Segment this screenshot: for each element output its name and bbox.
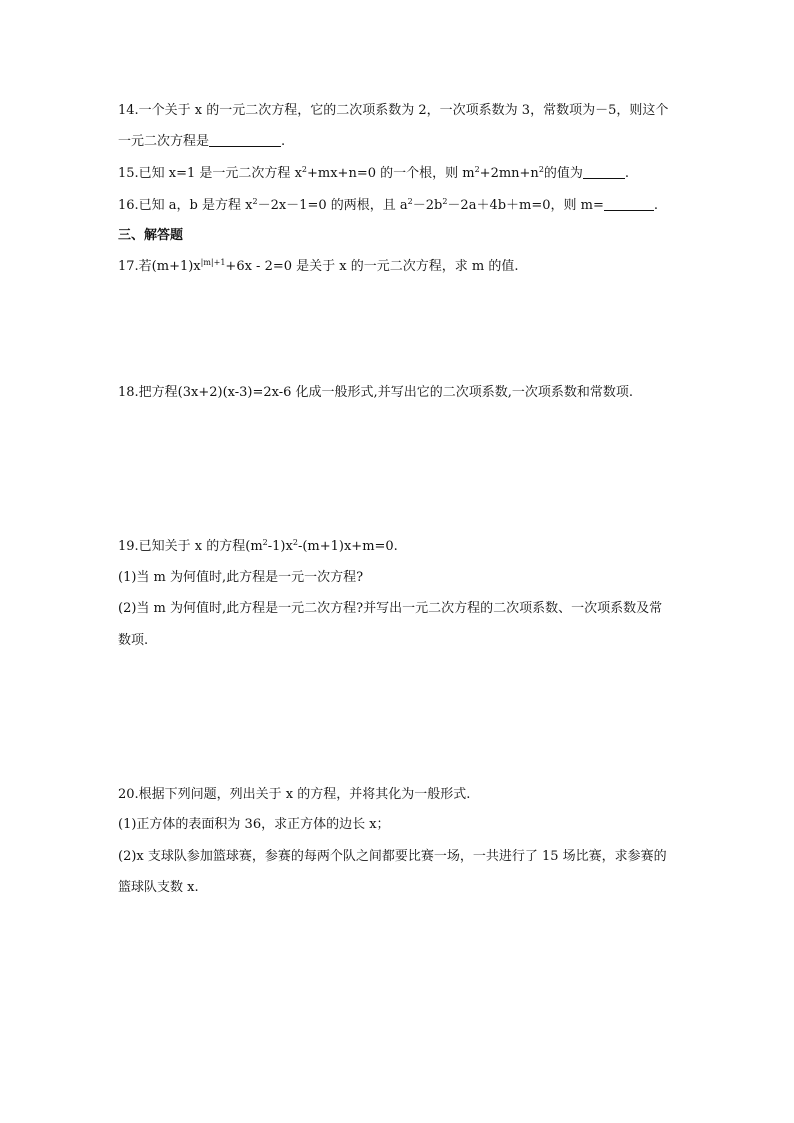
question-14-period: . bbox=[281, 134, 286, 149]
question-17-exponent: |m|+1 bbox=[200, 258, 226, 267]
question-16 bbox=[118, 196, 698, 216]
question-15-sup-1: 2 bbox=[301, 165, 307, 174]
question-19-part-1: (1)当 m 为何值时,此方程是一元一次方程? bbox=[118, 570, 364, 585]
question-17-text-1: 17.若(m+1)x bbox=[118, 259, 201, 274]
section-heading-answer-questions: 三、解答题 bbox=[118, 228, 184, 243]
question-19-part-2-line-2: 数项. bbox=[118, 633, 149, 648]
question-14-line-2 bbox=[118, 132, 698, 152]
question-16-text-1: 16.已知 a，b 是方程 x bbox=[118, 198, 253, 213]
question-14-text: 一元二次方程是 bbox=[118, 134, 210, 149]
question-16-text-3: －2b bbox=[412, 198, 443, 213]
question-16-sup-2: 2 bbox=[407, 197, 413, 206]
question-15-text-1: 15.已知 x=1 是一元二次方程 x bbox=[118, 166, 302, 181]
question-17-text-2: +6x - 2=0 是关于 x 的一元二次方程，求 m 的值. bbox=[225, 259, 519, 274]
question-20-stem: 20.根据下列问题，列出关于 x 的方程，并将其化为一般形式. bbox=[118, 787, 471, 802]
question-16-text-4: －2a＋4b＋m=0，则 m= bbox=[447, 198, 604, 213]
question-15-text-2: +mx+n=0 的一个根，则 m bbox=[307, 166, 475, 181]
question-18: 18.把方程(3x+2)(x-3)=2x-6 化成一般形式,并写出它的二次项系数,一次项系数和常数项. bbox=[118, 385, 633, 400]
question-19-sup-2: 2 bbox=[292, 538, 298, 547]
question-20-part-2-line-1: (2)x 支球队参加篮球赛，参赛的每两个队之间都要比赛一场，一共进行了 15 场比赛，求参赛的 bbox=[118, 849, 667, 864]
question-19-part-2-line-1: (2)当 m 为何值时,此方程是一元二次方程?并写出一元二次方程的二次项系数、一次项系数及常 bbox=[118, 601, 663, 616]
answer-blank-16 bbox=[604, 197, 654, 211]
question-15-text-3: +2mn+n bbox=[479, 166, 539, 181]
question-15-sup-3: 2 bbox=[538, 165, 544, 174]
question-15-period: . bbox=[624, 166, 630, 181]
question-15-text-4: 的值为 bbox=[543, 166, 583, 181]
question-14-line-1: 14.一个关于 x 的一元二次方程，它的二次项系数为 2，一次项系数为 3，常数项为－5，则这个 bbox=[118, 103, 669, 118]
question-19-text-3: -(m+1)x+m=0. bbox=[297, 539, 398, 554]
question-15-sup-2: 2 bbox=[474, 165, 480, 174]
answer-blank-14 bbox=[209, 133, 281, 147]
question-16-sup-1: 2 bbox=[252, 197, 258, 206]
question-20-part-2-line-2: 篮球队支数 x. bbox=[118, 880, 199, 895]
question-19-text-2: -1)x bbox=[267, 539, 293, 554]
answer-blank-15 bbox=[583, 165, 625, 179]
question-17 bbox=[118, 257, 698, 277]
question-15 bbox=[118, 164, 698, 184]
question-16-period: . bbox=[653, 198, 659, 213]
question-16-sup-3: 2 bbox=[442, 197, 448, 206]
question-19-stem bbox=[118, 537, 698, 557]
question-19-text-1: 19.已知关于 x 的方程(m bbox=[118, 539, 263, 554]
question-16-text-2: －2x－1=0 的两根，且 a bbox=[257, 198, 408, 213]
question-19-sup-1: 2 bbox=[262, 538, 268, 547]
question-20-part-1: (1)正方体的表面积为 36，求正方体的边长 x； bbox=[118, 817, 390, 832]
